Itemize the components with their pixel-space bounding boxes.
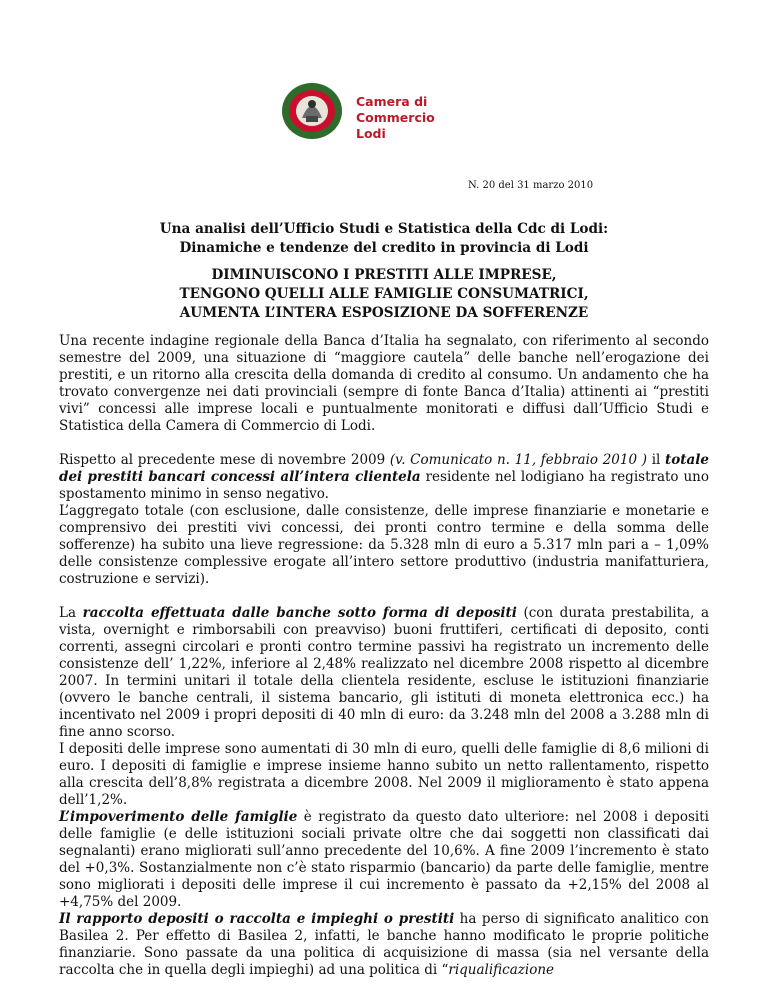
logo-line2: Lodi — [356, 126, 386, 141]
title-line2: Dinamiche e tendenze del credito in provincia di Lodi — [179, 240, 589, 256]
p7-emphasis: Il rapporto depositi o raccolta e impieghi o prestiti — [59, 911, 455, 927]
headline — [60, 266, 708, 323]
title-line1: Una analisi dell’Ufficio Studi e Statistica della Cdc di Lodi: — [159, 221, 609, 237]
p2-text-c: il — [647, 452, 666, 468]
p2-text-a: Rispetto al precedente mese di novembre 2009 — [59, 452, 390, 468]
headline-line1: DIMINUISCONO I PRESTITI ALLE IMPRESE, — [211, 267, 557, 283]
p7-text: ha perso di significato analitico con Basilea 2. Per effetto di Basilea 2, infatti, le banche hanno modificato le proprie politiche finanziarie. Sono passate da una politica di acquisizione di massa (sia nel versante della raccolta che in quella degli impieghi) ad una politica di “ — [59, 911, 709, 978]
press-release-number: N. 20 del 31 marzo 2010 — [468, 180, 594, 191]
p6-text: è registrato da questo dato ulteriore: nel 2008 i depositi delle famiglie (e delle istituzioni sociali private oltre che dai soggetti non classificati dai segnalanti) erano migliorati sull’anno precedente del 10,6%. A fine 2009 l’incremento è stato del +0,3%. Sostanzialmente non c’è stato risparmio (bancario) da parte delle famiglie, mentre sono migliorati i depositi delle imprese il cui incremento è passato da +2,15% del 2008 al +4,75% del 2009. — [59, 809, 709, 910]
paragraph-5: I depositi delle imprese sono aumentati di 30 mln di euro, quelli delle famiglie di 8,6 milioni di euro. I depositi di famiglie e imprese insieme hanno subito un netto rallentamento, rispetto alla crescita dell’8,8% registrata a dicembre 2008. Nel 2009 il miglioramento è stato appena dell’1,2%. — [59, 741, 709, 808]
p4-text-a: La — [59, 605, 83, 621]
paragraph-4 — [59, 605, 709, 741]
paragraph-6 — [59, 809, 709, 911]
paragraph-1: Una recente indagine regionale della Banca d’Italia ha segnalato, con riferimento al secondo semestre del 2009, una situazione di “maggiore cautela” delle banche nell’erogazione dei prestiti, e un ritorno alla crescita della domanda di credito al consumo. Un andamento che ha trovato convergenze nei dati provinciali (sempre di fonte Banca d’Italia) attinenti ai “prestiti vivi” concessi alle imprese locali e puntualmente monitorati e diffusi dall’Ufficio Studi e Statistica della Camera di Commercio di Lodi. — [59, 333, 709, 434]
p7-italic: riqualificazione — [448, 962, 555, 978]
p6-emphasis: L’impoverimento delle famiglie — [59, 809, 298, 825]
paragraph-2 — [59, 452, 709, 503]
paragraph-7 — [59, 911, 709, 979]
logo-line1: Camera di Commercio — [356, 94, 435, 125]
p4-emphasis: raccolta effettuata dalle banche sotto forma di depositi — [82, 605, 517, 621]
page-title — [60, 220, 708, 258]
p2-emphasis: totale dei prestiti bancari concessi all’intera clientela — [59, 452, 709, 485]
headline-line2: TENGONO QUELLI ALLE FAMIGLIE CONSUMATRICI, — [179, 286, 589, 302]
chamber-emblem-icon — [276, 80, 348, 142]
article-body — [59, 333, 709, 979]
p4-text-c: (con durata prestabilita, a vista, overnight e rimborsabili con preavviso) buoni fruttiferi, certificati di deposito, conti correnti, assegni circolari e pronti contro termine passivi ha registrato un incremento delle consistenze dell’ 1,22%, inferiore al 2,48% realizzato nel dicembre 2008 rispetto al dicembre 2007. In termini unitari il totale della clientela residente, escluse le istituzioni finanziarie (ovvero le banche centrali, il sistema bancario, gli istituti di moneta elettronica ecc.) ha incentivato nel 2009 i propri depositi di 40 mln di euro: da 3.248 mln del 2008 a 3.288 mln di fine anno scorso. — [59, 605, 709, 740]
p2-text-e: residente nel lodigiano ha registrato uno spostamento minimo in senso negativo. — [59, 469, 709, 502]
paragraph-3: L’aggregato totale (con esclusione, dalle consistenze, delle imprese finanziarie e monetarie e comprensivo dei prestiti vivi concessi, dei pronti contro termine e della somma delle sofferenze) ha subito una lieve regressione: da 5.328 mln di euro a 5.317 mln pari a – 1,09% delle consistenze complessive erogate all’intero settore produttivo (industria manifatturiera, costruzione e servizi). — [59, 503, 709, 587]
headline-line3: AUMENTA L’INTERA ESPOSIZIONE DA SOFFERENZE — [179, 305, 589, 321]
chamber-logo — [276, 80, 496, 150]
p2-reference: (v. Comunicato n. 11, febbraio 2010 ) — [389, 452, 648, 468]
